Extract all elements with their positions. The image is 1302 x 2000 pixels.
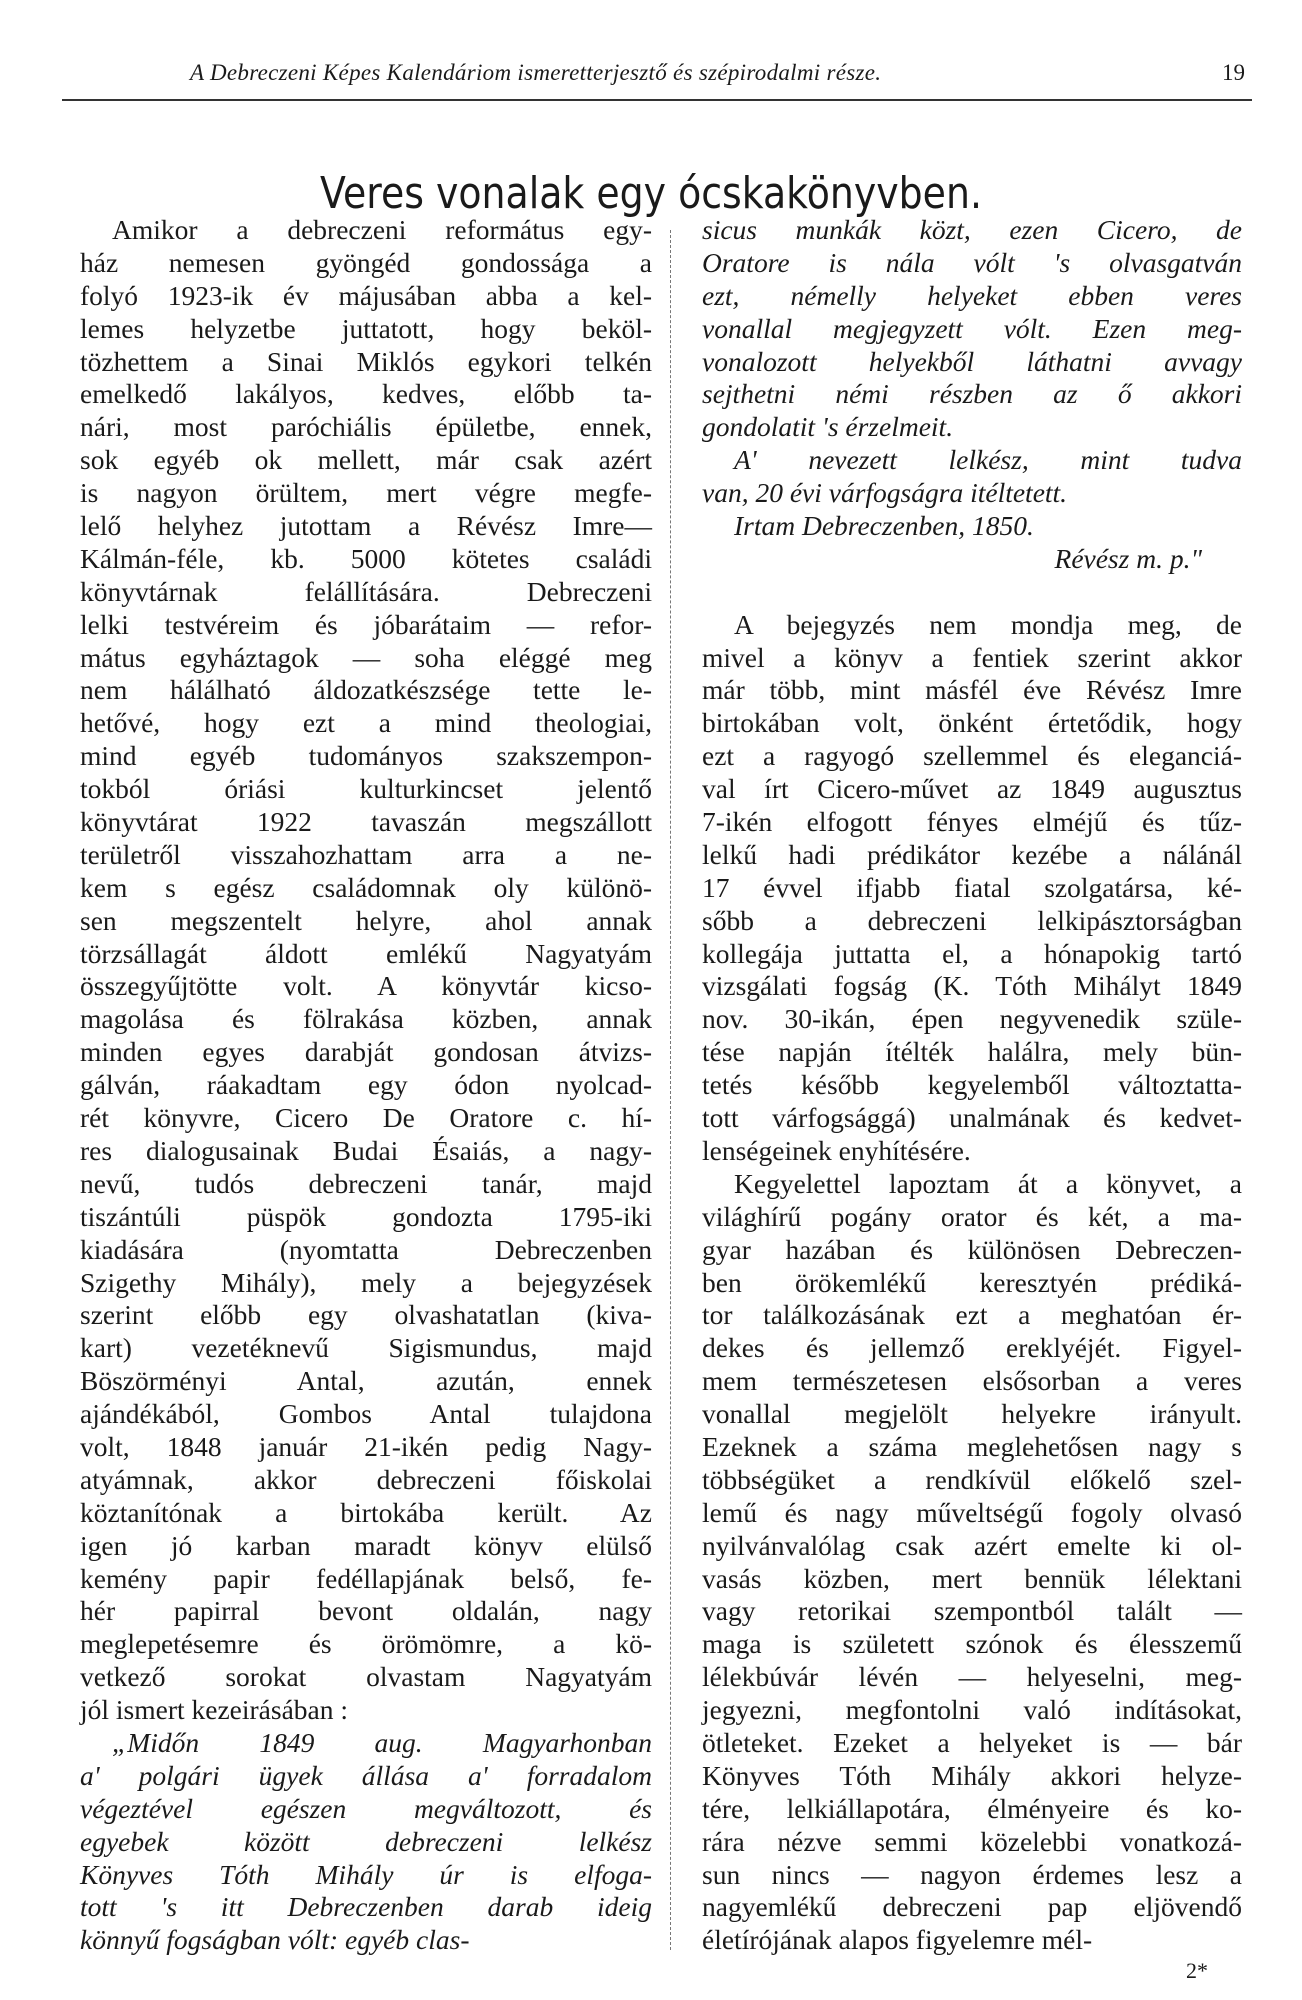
text-line: hetővé, hogy ezt a mind theologiai, xyxy=(80,707,652,739)
text-line: vagy retorikai szempontból talált — xyxy=(702,1595,1242,1627)
text-line: vonallal megjelölt helyekre irányult. xyxy=(702,1398,1242,1430)
text-line: lenségeinek enyhítésére. xyxy=(702,1134,971,1166)
text-line: Könyves Tóth Mihály akkori helyze- xyxy=(702,1759,1242,1791)
text-line: Oratore is nála vólt 's olvasgatván xyxy=(702,246,1242,278)
text-line: sen megszentelt helyre, ahol annak xyxy=(80,904,652,936)
left-quote-text xyxy=(80,1727,652,1957)
page-number: 19 xyxy=(1222,60,1245,85)
text-line: Szigethy Mihály), mely a bejegyzések xyxy=(80,1266,652,1298)
text-line: ben örökemlékű keresztyén prédiká- xyxy=(702,1266,1242,1298)
text-line: világhírű pogány orator és két, a ma- xyxy=(702,1200,1242,1232)
text-line: köztanítónak a birtokába került. Az xyxy=(80,1496,652,1528)
text-line: tözhettem a Sinai Miklós egykori telkén xyxy=(80,345,652,377)
text-line: egyebek között debreczeni lelkész xyxy=(80,1825,652,1857)
text-line: birtokában volt, önként értetődik, hogy xyxy=(702,707,1242,739)
text-line: tott várfogsággá) unalmának és kedvet- xyxy=(702,1102,1242,1134)
text-line: vonalozott helyekből láthatni avvagy xyxy=(702,345,1242,377)
text-line: gondolatit 's érzelmeit. xyxy=(702,411,954,443)
text-line: vizsgálati fogság (K. Tóth Mihályt 1849 xyxy=(702,970,1242,1002)
text-line: ezt, némelly helyeket ebben veres xyxy=(702,279,1242,311)
text-line: is nagyon örültem, mert végre megfe- xyxy=(80,477,652,509)
text-line: jól ismert kezeirásában : xyxy=(80,1694,349,1726)
text-line: többségüket a rendkívül előkelő szel- xyxy=(702,1463,1242,1495)
text-line: végeztével egészen megváltozott, és xyxy=(80,1792,652,1824)
text-line: területről visszahozhattam arra a ne- xyxy=(80,838,652,870)
text-line: Böszörményi Antal, azután, ennek xyxy=(80,1365,652,1397)
text-line: Ezeknek a száma meglehetősen nagy s xyxy=(702,1430,1242,1462)
text-line: mem természetesen elsősorban a veres xyxy=(702,1365,1242,1397)
text-line: a' polgári ügyek állása a' forradalom xyxy=(80,1759,652,1791)
running-header: A Debreczeni Képes Kalendáriom ismeretterjesztő és szépirodalmi része. xyxy=(190,60,882,85)
text-line: Kegyelettel lapoztam át a könyvet, a xyxy=(734,1167,1242,1199)
text-line: gálván, ráakadtam egy ódon nyolcad- xyxy=(80,1069,652,1101)
right-column xyxy=(702,214,1242,1957)
quote-signature: Révész m. p." xyxy=(1054,542,1202,574)
text-line: 17 évvel ifjabb fiatal szolgatársa, ké- xyxy=(702,871,1242,903)
text-line: „Midőn 1849 aug. Magyarhonban xyxy=(112,1726,652,1758)
text-line: Könyves Tóth Mihály úr is elfoga- xyxy=(80,1858,652,1890)
text-line: lelki testvéreim és jóbarátaim — refor- xyxy=(80,608,652,640)
text-line: jegyezni, megfontolni való indításokat, xyxy=(702,1694,1242,1726)
text-line: 7-ikén elfogott fényes elméjű és tűz- xyxy=(702,806,1242,838)
text-line: összegyűjtötte volt. A könyvtár kicso- xyxy=(80,970,652,1002)
text-line: tetés később kegyelemből változtatta- xyxy=(702,1069,1242,1101)
text-line: sőbb a debreczeni lelkipásztorságban xyxy=(702,904,1242,936)
text-line: tése napján ítélték halálra, mely bün- xyxy=(702,1036,1242,1068)
text-line: tokból óriási kulturkincset jelentő xyxy=(80,773,652,805)
text-line: Irtam Debreczenben, 1850. xyxy=(734,510,1034,542)
text-line: vonallal megjegyzett vólt. Ezen meg- xyxy=(702,312,1242,344)
text-line: nov. 30-ikán, épen negyvenedik szüle- xyxy=(702,1003,1242,1035)
text-line: A' nevezett lelkész, mint tudva xyxy=(734,444,1242,476)
text-line: Amikor a debreczeni református egy- xyxy=(112,214,652,245)
text-line: törzsállagát áldott emlékű Nagyatyám xyxy=(80,937,652,969)
text-line: sun nincs — nagyon érdemes lesz a xyxy=(702,1858,1242,1890)
text-line: kollegája juttatta el, a hónapokig tartó xyxy=(702,937,1242,969)
text-line: A bejegyzés nem mondja meg, de xyxy=(734,608,1242,640)
text-line: kemény papir fedéllapjának belső, fe- xyxy=(80,1562,652,1594)
text-line: tott 's itt Debreczenben darab ideig xyxy=(80,1891,652,1923)
text-line: lelő helyhez jutottam a Révész Imre— xyxy=(80,510,652,542)
text-line: rét könyvre, Cicero De Oratore c. hí- xyxy=(80,1102,652,1134)
text-line: mind egyéb tudományos szakszempon- xyxy=(80,740,652,772)
text-line: mátus egyháztagok — soha eléggé meg xyxy=(80,641,652,673)
text-line: hér papirral bevont oldalán, nagy xyxy=(80,1595,652,1627)
text-line: meglepetésemre és örömömre, a kö- xyxy=(80,1628,652,1660)
text-line: Kálmán-féle, kb. 5000 kötetes családi xyxy=(80,542,652,574)
text-line: volt, 1848 január 21-ikén pedig Nagy- xyxy=(80,1430,652,1462)
text-line: már több, mint másfél éve Révész Imre xyxy=(702,674,1242,706)
text-line: rára nézve semmi közelebbi vonatkozá- xyxy=(702,1825,1242,1857)
text-line: kiadására (nyomtatta Debreczenben xyxy=(80,1233,652,1265)
text-line: kart) vezetéknevű Sigismundus, majd xyxy=(80,1332,652,1364)
text-line: lelkű hadi prédikátor kezébe a nálánál xyxy=(702,838,1242,870)
text-line: dekes és jellemző ereklyéjét. Figyel- xyxy=(702,1332,1242,1364)
text-line: nári, most paróchiális épületbe, ennek, xyxy=(80,411,652,443)
paragraph-gap xyxy=(702,576,1242,609)
left-body-text xyxy=(80,214,652,1727)
text-line: könnyű fogságban vólt: egyéb clas- xyxy=(80,1924,470,1956)
text-line: folyó 1923-ik év májusában abba a kel- xyxy=(80,279,652,311)
right-body-text xyxy=(702,609,1242,1958)
text-line: ötleteket. Ezeket a helyeket is — bár xyxy=(702,1726,1242,1758)
text-line: tor találkozásának ezt a meghatóan ér- xyxy=(702,1299,1242,1331)
text-line: tiszántúli püspök gondozta 1795-iki xyxy=(80,1200,652,1232)
text-line: magolása és fölrakása közben, annak xyxy=(80,1003,652,1035)
text-line: ajándékából, Gombos Antal tulajdona xyxy=(80,1398,652,1430)
text-line: nem hálálható áldozatkészsége tette le- xyxy=(80,674,652,706)
text-line: lemes helyzetbe juttatott, hogy beköl- xyxy=(80,312,652,344)
text-line: res dialogusainak Budai Ésaiás, a nagy- xyxy=(80,1134,652,1166)
text-line: nevű, tudós debreczeni tanár, majd xyxy=(80,1167,652,1199)
text-line: életírójának alapos figyelemre mél- xyxy=(702,1924,1093,1956)
text-line: könyvtárat 1922 tavaszán megszállott xyxy=(80,806,652,838)
left-column xyxy=(80,214,652,1957)
text-line: lemű és nagy műveltségű fogoly olvasó xyxy=(702,1496,1242,1528)
text-line: minden egyes darabját gondosan átvizs- xyxy=(80,1036,652,1068)
text-line: vasás közben, mert bennük lélektani xyxy=(702,1562,1242,1594)
text-line: mivel a könyv a fentiek szerint akkor xyxy=(702,641,1242,673)
header-rule xyxy=(62,99,1252,101)
text-line: sicus munkák közt, ezen Cicero, de xyxy=(702,214,1242,245)
text-line: szerint előbb egy olvashatatlan (kiva- xyxy=(80,1299,652,1331)
right-quote-text xyxy=(702,214,1242,543)
text-line: emelkedő lakályos, kedves, előbb ta- xyxy=(80,378,652,410)
text-line: ház nemesen gyöngéd gondossága a xyxy=(80,246,652,278)
text-line: ezt a ragyogó szellemmel és eleganciá- xyxy=(702,740,1242,772)
text-line: val írt Cicero-művet az 1849 augusztus xyxy=(702,773,1242,805)
text-line: vetkező sorokat olvastam Nagyatyám xyxy=(80,1661,652,1693)
sheet-signature-mark: 2* xyxy=(1186,1958,1208,1983)
column-divider xyxy=(670,230,671,1950)
text-line: lélekbúvár lévén — helyeselni, meg- xyxy=(702,1661,1242,1693)
text-line: tére, lelkiállapotára, élményeire és ko- xyxy=(702,1792,1242,1824)
text-line: atyámnak, akkor debreczeni főiskolai xyxy=(80,1463,652,1495)
text-line: gyar hazában és különösen Debreczen- xyxy=(702,1233,1242,1265)
text-line: sejthetni némi részben az ő akkori xyxy=(702,378,1242,410)
text-line: nyilvánvalólag csak azért emelte ki ol- xyxy=(702,1529,1242,1561)
text-line: van, 20 évi várfogságra itéltetett. xyxy=(702,477,1068,509)
text-line: nagyemlékű debreczeni pap eljövendő xyxy=(702,1891,1242,1923)
text-line: könyvtárnak felállítására. Debreczeni xyxy=(80,575,652,607)
text-line: sok egyéb ok mellett, már csak azért xyxy=(80,444,652,476)
text-line: maga is született szónok és élesszemű xyxy=(702,1628,1242,1660)
text-line: kem s egész családomnak oly különö- xyxy=(80,871,652,903)
text-line: igen jó karban maradt könyv elülső xyxy=(80,1529,652,1561)
article-title: Veres vonalak egy ócskakönyvben. xyxy=(320,168,982,219)
